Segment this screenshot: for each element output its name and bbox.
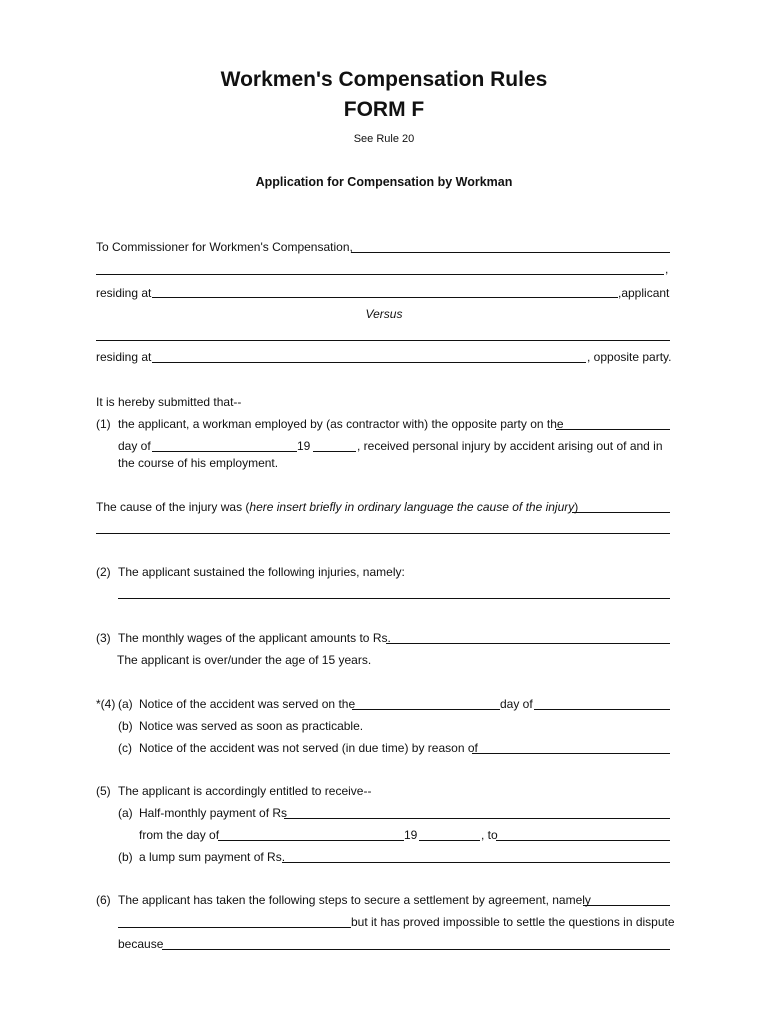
form-number: FORM F	[343, 98, 425, 121]
p4-number: *(4)	[96, 697, 116, 711]
applicant-residence-blank[interactable]	[152, 297, 618, 298]
opposite-residence-blank[interactable]	[152, 362, 586, 363]
cause-suffix: )	[574, 500, 579, 514]
form-title: Workmen's Compensation Rules	[220, 68, 548, 91]
p3-number: (3)	[96, 631, 111, 645]
p1-number: (1)	[96, 417, 111, 431]
to-commissioner: To Commissioner for Workmen's Compensation,	[96, 240, 353, 254]
notice-reason-blank[interactable]	[472, 753, 670, 754]
versus: Versus	[365, 307, 403, 321]
injuries-blank[interactable]	[118, 598, 670, 599]
notice-month-blank[interactable]	[534, 709, 670, 710]
opposite-party-suffix: , opposite party.	[587, 350, 672, 364]
residing-at-opposite-label: residing at	[96, 350, 152, 364]
commissioner-blank[interactable]	[351, 252, 670, 253]
p6-because: because	[118, 937, 164, 951]
p2-number: (2)	[96, 565, 111, 579]
settlement-steps-blank-1[interactable]	[583, 905, 670, 906]
residing-at-applicant-label: residing at	[96, 286, 152, 300]
applicant-name-blank[interactable]	[96, 274, 664, 275]
p5-number: (5)	[96, 784, 111, 798]
cause-blank-1[interactable]	[572, 512, 670, 513]
p5b-label: (b)	[118, 850, 133, 864]
cause-prefix: The cause of the injury was (	[96, 500, 250, 514]
p1-received: , received personal injury by accident arising out of and in	[357, 439, 663, 453]
applicant-suffix: ,applicant	[618, 286, 670, 300]
form-subtitle: Application for Compensation by Workman	[255, 175, 513, 189]
p4b-text: Notice was served as soon as practicable.	[139, 719, 364, 733]
opposite-party-name-blank[interactable]	[96, 340, 670, 341]
p5-text: The applicant is accordingly entitled to receive--	[118, 784, 372, 798]
p3-age: The applicant is over/under the age of 15 years.	[117, 653, 372, 667]
p4c-text: Notice of the accident was not served (in due time) by reason of	[139, 741, 478, 755]
p5a-from: from the day of	[139, 828, 220, 842]
p1-year-blank[interactable]	[313, 451, 356, 452]
comma: ,	[665, 262, 669, 276]
cause-line	[96, 500, 578, 514]
p1-date-blank[interactable]	[556, 429, 670, 430]
p5a-19: 19	[404, 828, 418, 842]
p4a-dayof: day of	[500, 697, 533, 711]
p6-text: The applicant has taken the following steps to secure a settlement by agreement, namely	[118, 893, 591, 907]
lump-sum-blank[interactable]	[282, 862, 670, 863]
p5b-text: a lump sum payment of Rs.	[139, 850, 286, 864]
settlement-steps-blank-2[interactable]	[118, 927, 351, 928]
p5a-to: , to	[481, 828, 498, 842]
p4a-text: Notice of the accident was served on the	[139, 697, 356, 711]
cause-italic: here insert briefly in ordinary language the cause of the injury	[249, 500, 575, 514]
p5a-label: (a)	[118, 806, 133, 820]
p4b-label: (b)	[118, 719, 133, 733]
p1-text: the applicant, a workman employed by (as contractor with) the opposite party on the	[118, 417, 564, 431]
wages-blank[interactable]	[386, 643, 670, 644]
p1-19: 19	[297, 439, 311, 453]
from-day-blank[interactable]	[218, 840, 404, 841]
p2-text: The applicant sustained the following injuries, namely:	[118, 565, 405, 579]
notice-date-blank[interactable]	[352, 709, 500, 710]
p3-text: The monthly wages of the applicant amounts to Rs.	[118, 631, 391, 645]
p5a-text: Half-monthly payment of Rs	[139, 806, 288, 820]
to-date-blank[interactable]	[496, 840, 670, 841]
from-year-blank[interactable]	[419, 840, 480, 841]
cause-blank-2[interactable]	[96, 533, 670, 534]
p4c-label: (c)	[118, 741, 132, 755]
p1-day-blank[interactable]	[152, 451, 297, 452]
p6-but: but it has proved impossible to settle the questions in dispute	[351, 915, 675, 929]
p1-dayof: day of	[118, 439, 151, 453]
p1-course: the course of his employment.	[118, 456, 279, 470]
submitted-intro: It is hereby submitted that--	[96, 395, 242, 409]
p4a-label: (a)	[118, 697, 133, 711]
p6-number: (6)	[96, 893, 111, 907]
dispute-reason-blank[interactable]	[162, 949, 670, 950]
see-rule: See Rule 20	[353, 133, 415, 145]
half-monthly-blank[interactable]	[284, 818, 670, 819]
